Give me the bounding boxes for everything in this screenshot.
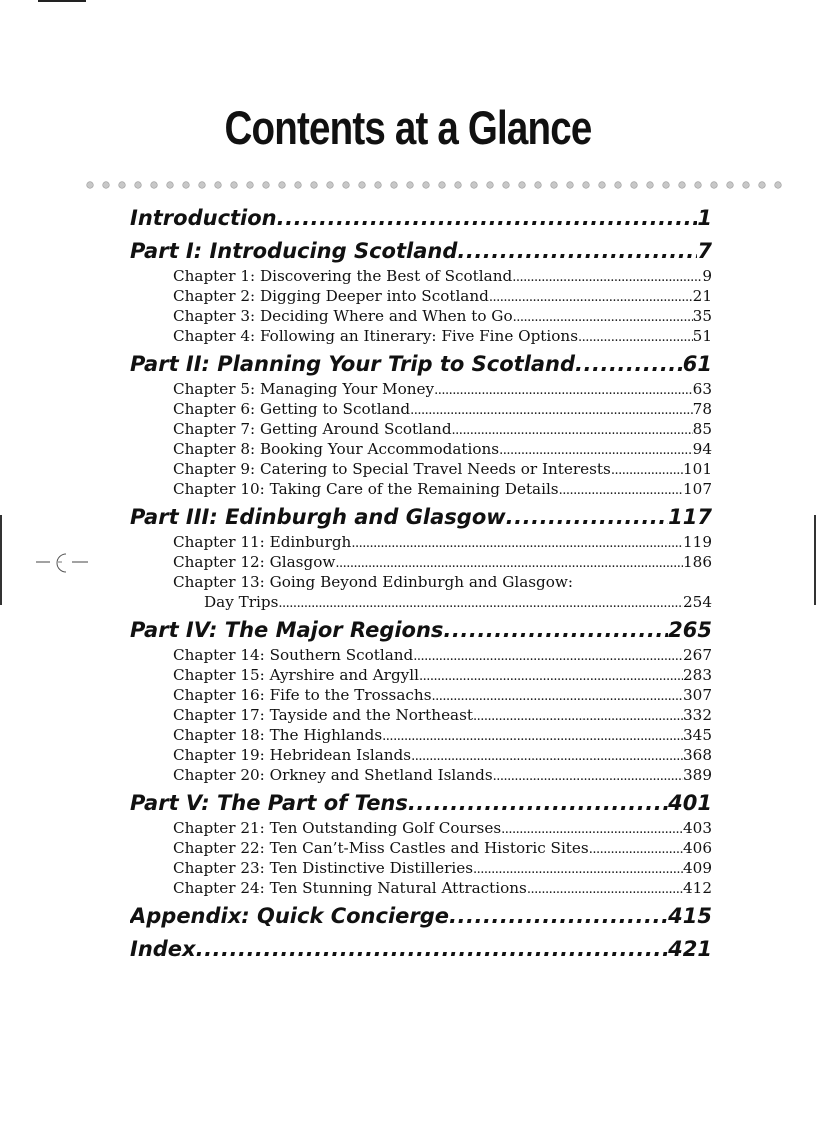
toc-part-3[interactable]: Part III: Edinburgh and Glasgow ..... 117 xyxy=(130,502,712,532)
toc-chapter-8[interactable]: Chapter 8: Booking Your Accommodations ..... 94 xyxy=(173,439,712,459)
crop-mark-icon xyxy=(36,548,88,578)
toc-chapter-16[interactable]: Chapter 16: Fife to the Trossachs ..... 307 xyxy=(173,685,712,705)
toc-part-5[interactable]: Part V: The Part of Tens ..... 401 xyxy=(130,788,712,818)
toc-chapter-13-continued[interactable]: Day Trips ..... 254 xyxy=(204,592,712,612)
toc-chapter-17[interactable]: Chapter 17: Tayside and the Northeast ..... 332 xyxy=(173,705,712,725)
toc-appendix[interactable]: Appendix: Quick Concierge ..... 415 xyxy=(130,901,712,931)
toc-chapter-3[interactable]: Chapter 3: Deciding Where and When to Go ..... 35 xyxy=(173,306,712,326)
left-margin-mark xyxy=(0,515,2,605)
top-rule xyxy=(38,0,86,2)
toc-chapter-2[interactable]: Chapter 2: Digging Deeper into Scotland ..... 21 xyxy=(173,286,712,306)
page-title: Contents at a Glance xyxy=(224,101,592,154)
toc-chapter-18[interactable]: Chapter 18: The Highlands ..... 345 xyxy=(173,725,712,745)
toc-chapter-19[interactable]: Chapter 19: Hebridean Islands ..... 368 xyxy=(173,745,712,765)
table-of-contents xyxy=(130,203,712,964)
toc-chapter-23[interactable]: Chapter 23: Ten Distinctive Distilleries ..... 409 xyxy=(173,858,712,878)
toc-chapter-10[interactable]: Chapter 10: Taking Care of the Remaining Details ..... 107 xyxy=(173,479,712,499)
toc-chapter-6[interactable]: Chapter 6: Getting to Scotland ..... 78 xyxy=(173,399,712,419)
toc-chapter-13[interactable]: Chapter 13: Going Beyond Edinburgh and Glasgow: xyxy=(173,573,574,591)
toc-chapter-11[interactable]: Chapter 11: Edinburgh ..... 119 xyxy=(173,532,712,552)
toc-chapter-5[interactable]: Chapter 5: Managing Your Money ..... 63 xyxy=(173,379,712,399)
toc-chapter-20[interactable]: Chapter 20: Orkney and Shetland Islands ..... 389 xyxy=(173,765,712,785)
toc-chapter-22[interactable]: Chapter 22: Ten Can’t-Miss Castles and Historic Sites ..... 406 xyxy=(173,838,712,858)
toc-part-2[interactable]: Part II: Planning Your Trip to Scotland ..... 61 xyxy=(130,349,712,379)
toc-chapter-7[interactable]: Chapter 7: Getting Around Scotland ..... 85 xyxy=(173,419,712,439)
toc-chapter-14[interactable]: Chapter 14: Southern Scotland ..... 267 xyxy=(173,645,712,665)
toc-chapter-12[interactable]: Chapter 12: Glasgow ..... 186 xyxy=(173,552,712,572)
toc-chapter-1[interactable]: Chapter 1: Discovering the Best of Scotland ..... 9 xyxy=(173,266,712,286)
toc-introduction[interactable]: Introduction ..... 1 xyxy=(130,203,712,233)
toc-chapter-24[interactable]: Chapter 24: Ten Stunning Natural Attractions ..... 412 xyxy=(173,878,712,898)
toc-part-4[interactable]: Part IV: The Major Regions ..... 265 xyxy=(130,615,712,645)
toc-part-1[interactable]: Part I: Introducing Scotland ..... 7 xyxy=(130,236,712,266)
dotted-divider xyxy=(86,181,782,189)
toc-chapter-21[interactable]: Chapter 21: Ten Outstanding Golf Courses ..... 403 xyxy=(173,818,712,838)
toc-chapter-9[interactable]: Chapter 9: Catering to Special Travel Needs or Interests ..... 101 xyxy=(173,459,712,479)
toc-chapter-15[interactable]: Chapter 15: Ayrshire and Argyll ..... 283 xyxy=(173,665,712,685)
toc-index[interactable]: Index ..... 421 xyxy=(130,934,712,964)
toc-chapter-4[interactable]: Chapter 4: Following an Itinerary: Five Fine Options ..... 51 xyxy=(173,326,712,346)
